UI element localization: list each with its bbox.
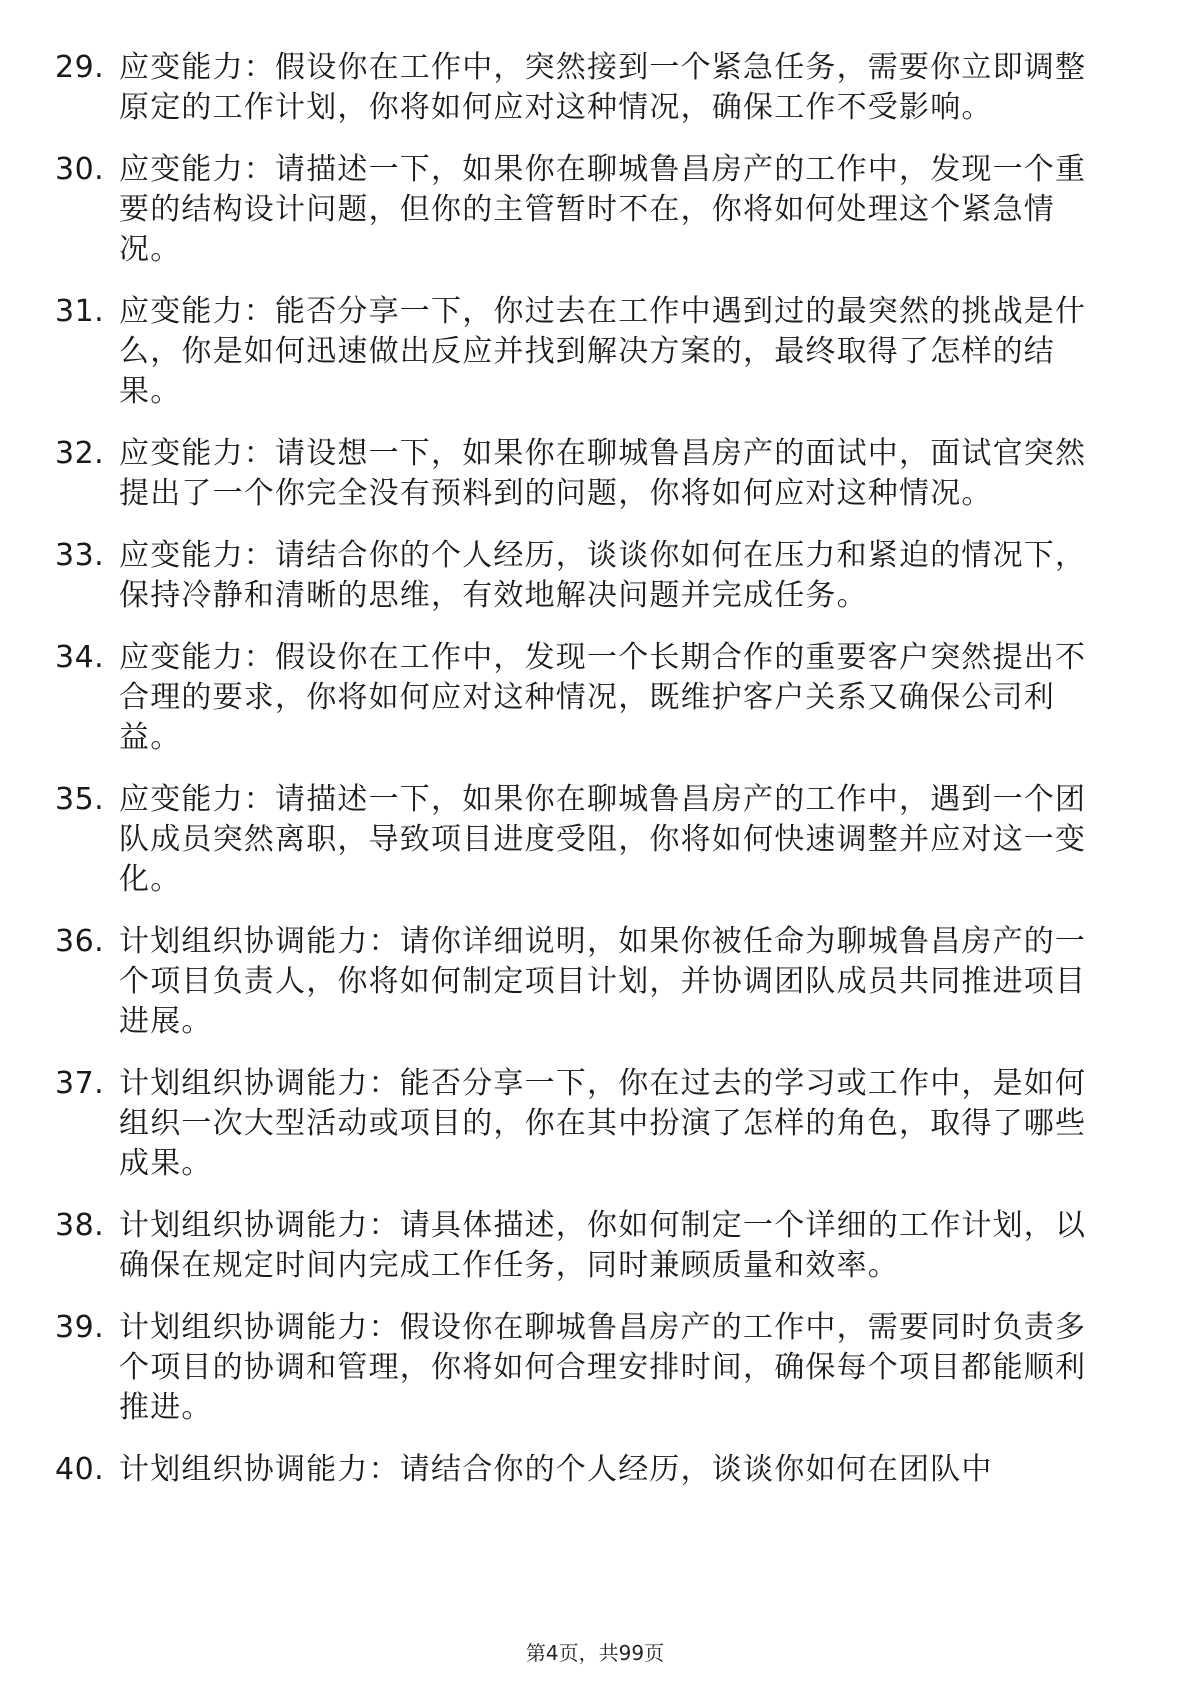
question-text: 计划组织协调能力：假设你在聊城鲁昌房产的工作中，需要同时负责多个项目的协调和管理，你将如何合理安排时间，确保每个项目都能顺利推进。 bbox=[119, 1310, 1087, 1425]
question-list bbox=[55, 48, 1115, 1512]
question-text: 应变能力：假设你在工作中，突然接到一个紧急任务，需要你立即调整原定的工作计划，你将如何应对这种情况，确保工作不受影响。 bbox=[119, 50, 1087, 125]
page-number-label: 第4页，共99页 bbox=[525, 1641, 665, 1665]
question-item bbox=[55, 922, 1115, 1042]
question-number: 40. bbox=[55, 1452, 105, 1487]
question-number: 39. bbox=[55, 1310, 105, 1345]
question-item bbox=[55, 434, 1115, 514]
question-text: 计划组织协调能力：请你详细说明，如果你被任命为聊城鲁昌房产的一个项目负责人，你将如何制定项目计划，并协调团队成员共同推进项目进展。 bbox=[119, 924, 1087, 1039]
question-text: 应变能力：假设你在工作中，发现一个长期合作的重要客户突然提出不合理的要求，你将如何应对这种情况，既维护客户关系又确保公司利益。 bbox=[119, 640, 1087, 755]
question-text: 应变能力：请描述一下，如果你在聊城鲁昌房产的工作中，发现一个重要的结构设计问题，但你的主管暂时不在，你将如何处理这个紧急情况。 bbox=[119, 152, 1087, 267]
question-text: 计划组织协调能力：能否分享一下，你在过去的学习或工作中，是如何组织一次大型活动或项目的，你在其中扮演了怎样的角色，取得了哪些成果。 bbox=[119, 1066, 1087, 1181]
question-number: 35. bbox=[55, 782, 105, 817]
question-number: 32. bbox=[55, 436, 105, 471]
question-number: 38. bbox=[55, 1208, 105, 1243]
question-number: 29. bbox=[55, 50, 105, 85]
question-item bbox=[55, 1308, 1115, 1428]
question-text: 应变能力：请结合你的个人经历，谈谈你如何在压力和紧迫的情况下，保持冷静和清晰的思维，有效地解决问题并完成任务。 bbox=[119, 538, 1087, 613]
page-footer bbox=[0, 1640, 1190, 1666]
question-text: 应变能力：能否分享一下，你过去在工作中遇到过的最突然的挑战是什么，你是如何迅速做出反应并找到解决方案的，最终取得了怎样的结果。 bbox=[119, 294, 1087, 409]
question-item bbox=[55, 536, 1115, 616]
question-number: 37. bbox=[55, 1066, 105, 1101]
question-text: 应变能力：请描述一下，如果你在聊城鲁昌房产的工作中，遇到一个团队成员突然离职，导致项目进度受阻，你将如何快速调整并应对这一变化。 bbox=[119, 782, 1087, 897]
question-text: 计划组织协调能力：请结合你的个人经历，谈谈你如何在团队中 bbox=[119, 1452, 993, 1487]
question-number: 33. bbox=[55, 538, 105, 573]
question-item bbox=[55, 1064, 1115, 1184]
question-text: 计划组织协调能力：请具体描述，你如何制定一个详细的工作计划，以确保在规定时间内完成工作任务，同时兼顾质量和效率。 bbox=[119, 1208, 1087, 1283]
question-item bbox=[55, 48, 1115, 128]
question-item bbox=[55, 1206, 1115, 1286]
question-item bbox=[55, 150, 1115, 270]
question-item bbox=[55, 292, 1115, 412]
question-number: 31. bbox=[55, 294, 105, 329]
question-item bbox=[55, 780, 1115, 900]
question-item bbox=[55, 1450, 1115, 1490]
question-text: 应变能力：请设想一下，如果你在聊城鲁昌房产的面试中，面试官突然提出了一个你完全没有预料到的问题，你将如何应对这种情况。 bbox=[119, 436, 1087, 511]
question-item bbox=[55, 638, 1115, 758]
question-number: 34. bbox=[55, 640, 105, 675]
question-number: 30. bbox=[55, 152, 105, 187]
question-number: 36. bbox=[55, 924, 105, 959]
